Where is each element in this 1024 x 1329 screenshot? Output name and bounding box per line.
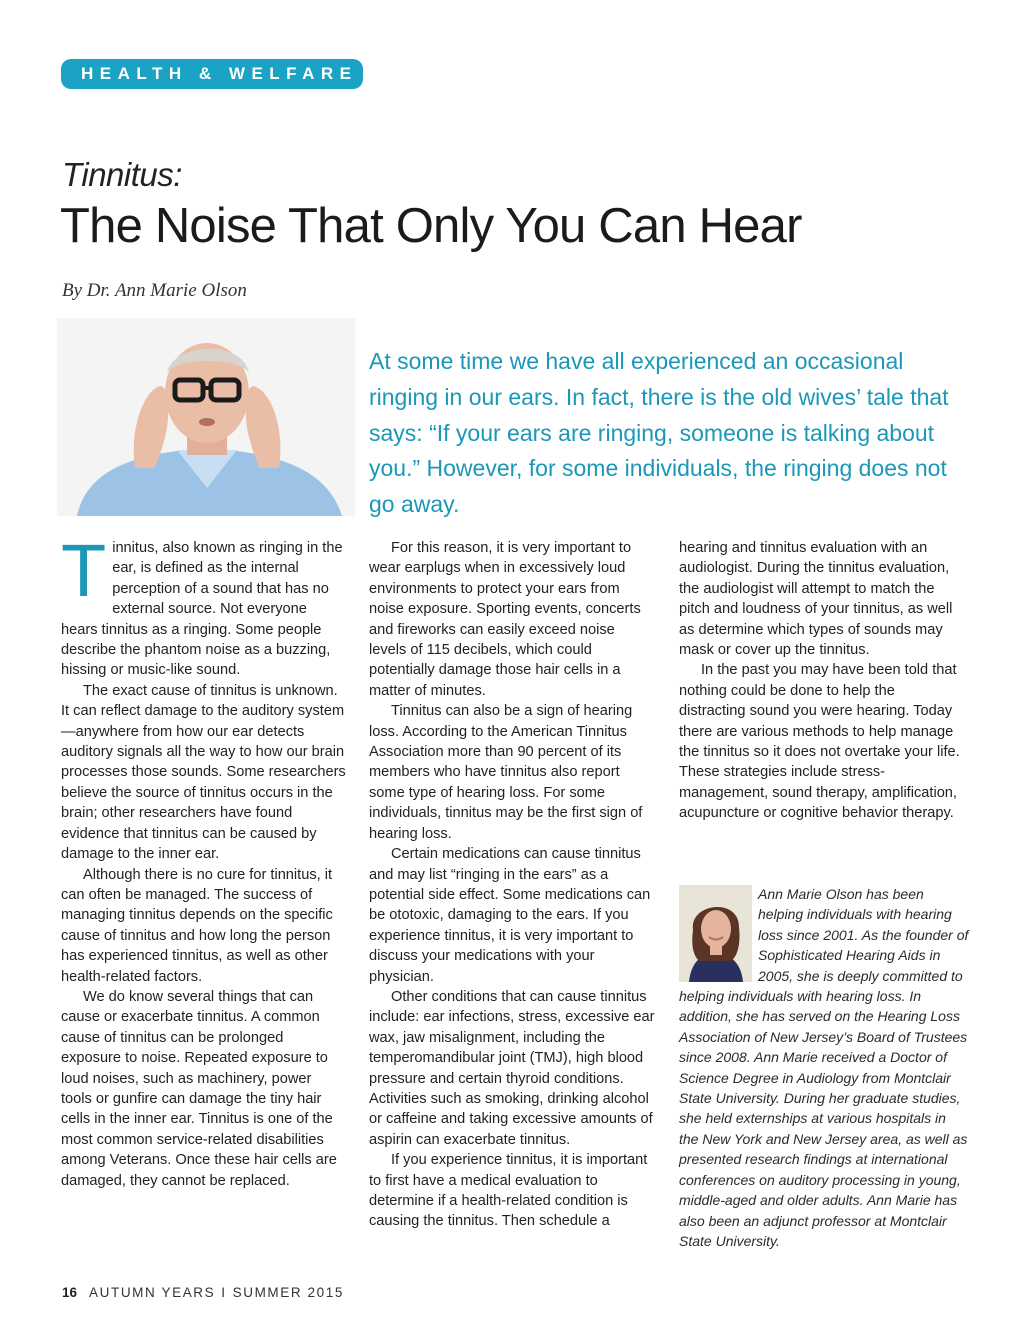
article-kicker: Tinnitus: xyxy=(62,156,182,193)
man-covering-ears-photo xyxy=(57,318,355,516)
opening-paragraph: Tinnitus, also known as ringing in the ear, is defined as the internal perception of a sound that has no external source. Not everyone hears tinnitus as a ringing. Some people describe the phantom noise as a buzzing, hissing or music-like sound. xyxy=(61,529,343,679)
body-paragraph: Certain medications can cause tinnitus and may list “ringing in the ears” as a potential side effect. Some medications can be ototoxic, damaging to the ears. If you experience tinnitus, it is very important to discuss your medications with your physician. xyxy=(369,846,651,985)
drop-cap: T xyxy=(61,529,107,612)
footer-separator: I xyxy=(221,1285,227,1300)
page-number: 16 xyxy=(62,1285,78,1300)
byline: By Dr. Ann Marie Olson xyxy=(62,280,247,301)
bio-text: Ann Marie Olson has been helping individuals with hearing loss since 2001. As the founder of Sophisticated Hearing Aids in 2005, she is deeply committed to helping individuals with hearing loss. In addition, she has served on the Hearing Loss Association of New Jersey’s Board of Trustees since 2008. Ann Marie received a Doctor of Science Degree in Audiology from Montclair State University. During her graduate studies, she held externships at various hospitals in the New York and New Jersey area, as well as presented research findings at international conferences on auditory processing in young, middle-aged and older adults. Ann Marie has also been an adjunct professor at Montclair State University. xyxy=(679,886,969,1249)
body-paragraph: In the past you may have been told that nothing could be done to help the distracting sound you were hearing. Today there are various methods to help manage the tinnitus so it does not overtake your life. These strategies include stress-management, sound therapy, amplification, acupuncture or cognitive behavior therapy. xyxy=(679,662,960,822)
body-paragraph: hearing and tinnitus evaluation with an audiologist. During the tinnitus evaluation, the audiologist will attempt to match the pitch and loudness of your tinnitus, as well as determine which types of sounds may mask or cover up the tinnitus. xyxy=(679,540,953,659)
section-label: HEALTH & WELFARE xyxy=(61,59,363,89)
publication-name: AUTUMN YEARS xyxy=(89,1285,216,1300)
intro-paragraph: At some time we have all experienced an occasional ringing in our ears. In fact, there is the old wives’ tale that says: “If your ears are ringing, someone is talking about you.” However, for some individuals, the ringing does not go away. xyxy=(369,348,949,518)
body-paragraph: We do know several things that can cause or exacerbate tinnitus. A common cause of tinnitus can be prolonged exposure to noise. Repeated exposure to loud noises, such as machinery, power tools or gunfire can damage the tiny hair cells in the inner ear. Tinnitus is one of the most common service-related disabilities among Veterans. Once these hair cells are damaged, they cannot be replaced. xyxy=(61,988,337,1189)
author-photo xyxy=(679,885,752,982)
article-column-3 xyxy=(679,538,965,824)
body-paragraph: Other conditions that can cause tinnitus include: ear infections, stress, excessive ear wax, jaw misalignment, including the temperomandibular joint (TMJ), high blood pressure and certain thyroid conditions. Activities such as smoking, drinking alcohol or caffeine and taking excessive amounts of aspirin can exacerbate tinnitus. xyxy=(369,988,655,1148)
article-column-1 xyxy=(61,529,346,1191)
body-paragraph: Tinnitus can also be a sign of hearing loss. According to the American Tinnitus Association more than 90 percent of its members who have tinnitus also report some type of hearing loss. For some individuals, tinnitus may be the first sign of hearing loss. xyxy=(369,703,643,842)
article-column-2 xyxy=(369,538,656,1232)
author-bio xyxy=(679,884,969,1251)
article-headline: The Noise That Only You Can Hear xyxy=(60,199,802,253)
page-footer xyxy=(62,1285,344,1300)
body-paragraph: The exact cause of tinnitus is unknown. It can reflect damage to the auditory system—anywhere from how our ear detects auditory signals all the way to how our brain processes those sounds. Some researchers believe the source of tinnitus occurs in the brain; other researchers have found evidence that tinnitus can be caused by damage to the inner ear. xyxy=(61,682,346,863)
issue-label: SUMMER 2015 xyxy=(232,1285,344,1300)
body-paragraph: For this reason, it is very important to wear earplugs when in excessively loud environments to protect your ears from noise exposure. Sporting events, concerts and fireworks can easily exceed noise levels of 115 decibels, which could potentially damage those hair cells in a matter of minutes. xyxy=(369,540,641,699)
body-paragraph: Although there is no cure for tinnitus, it can often be managed. The success of managing tinnitus depends on the specific cause of tinnitus and how long the person has experienced tinnitus, as well as other health-related factors. xyxy=(61,866,333,985)
body-paragraph: If you experience tinnitus, it is important to first have a medical evaluation to determine if a health-related condition is causing the tinnitus. Then schedule a xyxy=(369,1152,648,1230)
